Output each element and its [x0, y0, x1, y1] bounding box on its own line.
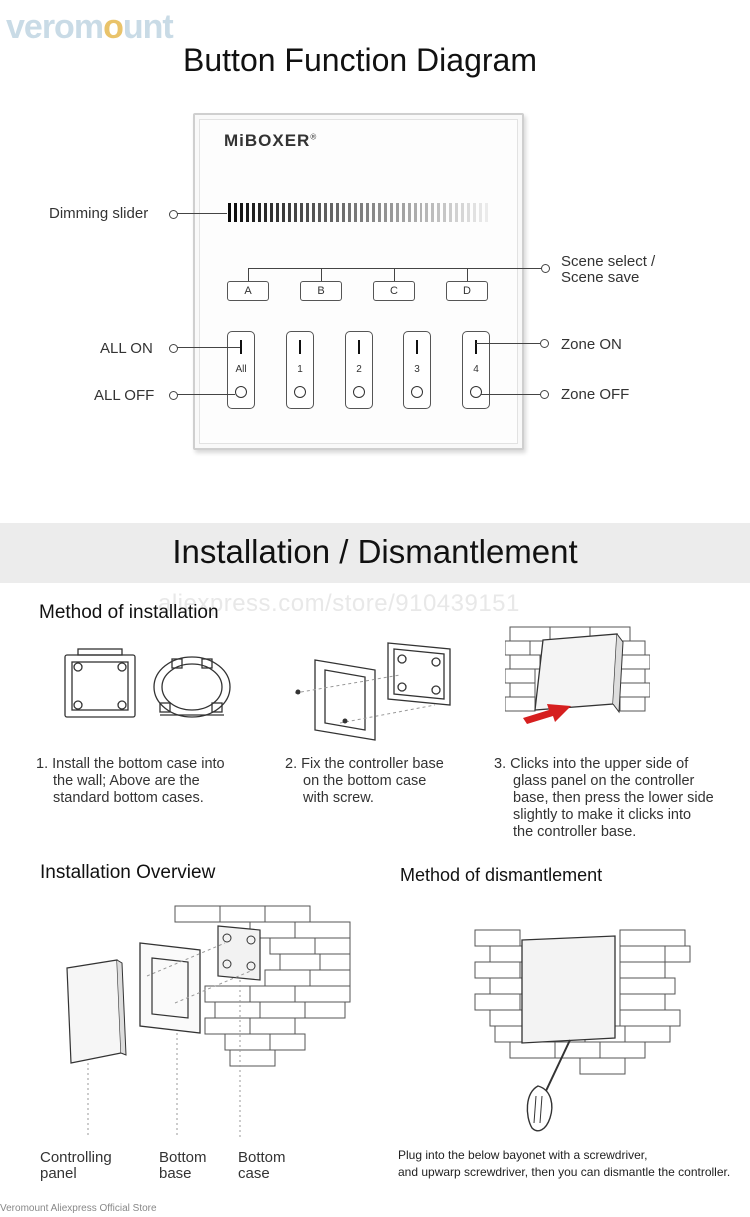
slider-segment: [324, 203, 327, 222]
zone-button-all[interactable]: [227, 331, 255, 409]
slider-segment: [348, 203, 351, 222]
scene-bracket-tick: [248, 268, 249, 281]
zone-off-ring-icon: [235, 386, 247, 398]
scene-bracket-tick: [467, 268, 468, 281]
slider-segment: [443, 203, 446, 222]
slider-segment: [282, 203, 285, 222]
callout-dot: [169, 391, 178, 400]
callout-line: [476, 343, 540, 344]
install-step-1: 1. Install the bottom case into the wall; Above are the standard bottom cases.: [36, 756, 225, 806]
slider-segment: [336, 203, 339, 222]
slider-segment: [234, 203, 237, 222]
slider-segment: [384, 203, 387, 222]
slider-segment: [372, 203, 375, 222]
slider-segment: [396, 203, 399, 222]
slider-segment: [473, 203, 476, 222]
callout-line: [177, 394, 235, 395]
callout-scene-select: Scene select / Scene save: [561, 253, 656, 286]
zone-button-label: 1: [297, 364, 303, 375]
method-of-installation-title: Method of installation: [39, 602, 219, 623]
callout-line: [177, 213, 227, 214]
install-step-2: 2. Fix the controller base on the bottom case with screw.: [285, 756, 444, 806]
diagram-title: Button Function Diagram: [183, 42, 537, 78]
zone-off-ring-icon: [411, 386, 423, 398]
zone-on-bar-icon: [299, 340, 301, 354]
scene-button-c[interactable]: C: [373, 281, 415, 301]
callout-dot: [540, 339, 549, 348]
slider-segment: [425, 203, 428, 222]
zone-button-label: 3: [414, 364, 420, 375]
slider-segment: [479, 203, 482, 222]
slider-segment: [366, 203, 369, 222]
slider-segment: [288, 203, 291, 222]
zone-button-2[interactable]: [345, 331, 373, 409]
slider-segment: [318, 203, 321, 222]
slider-segment: [312, 203, 315, 222]
slider-segment: [360, 203, 363, 222]
slider-segment: [485, 203, 488, 222]
zone-button-label: 4: [473, 364, 479, 375]
slider-segment: [414, 203, 417, 222]
slider-segment: [402, 203, 405, 222]
callout-all-on: ALL ON: [100, 340, 153, 357]
dimming-slider[interactable]: [228, 203, 488, 222]
label-bottom-case: Bottom case: [238, 1149, 286, 1182]
callout-zone-off: Zone OFF: [561, 386, 630, 403]
zone-on-bar-icon: [416, 340, 418, 354]
slider-segment: [264, 203, 267, 222]
slider-segment: [306, 203, 309, 222]
panel-brand: MiBOXER®: [224, 131, 318, 150]
zone-button-label: All: [235, 364, 247, 375]
slider-segment: [378, 203, 381, 222]
slider-segment: [461, 203, 464, 222]
slider-segment: [276, 203, 279, 222]
install-step-3: 3. Clicks into the upper side of glass panel on the controller base, then press the lower side slightly to make it clicks into the controller base.: [494, 756, 714, 840]
callout-dot: [169, 344, 178, 353]
installation-title: Installation / Dismantlement: [172, 533, 578, 570]
slider-segment: [258, 203, 261, 222]
zone-off-ring-icon: [353, 386, 365, 398]
slider-segment: [246, 203, 249, 222]
slider-segment: [330, 203, 333, 222]
method-of-dismantlement-title: Method of dismantlement: [400, 865, 603, 885]
callout-zone-on: Zone ON: [561, 336, 622, 353]
brand-logo: veromount: [6, 8, 173, 46]
callout-line: [481, 394, 540, 395]
store-watermark: aliexpress.com/store/910439151: [158, 590, 520, 617]
callout-dot: [541, 264, 550, 273]
slider-segment: [300, 203, 303, 222]
scene-button-a[interactable]: A: [227, 281, 269, 301]
zone-on-bar-icon: [240, 340, 242, 354]
panel-clip-illustration: [505, 622, 650, 727]
zone-button-label: 2: [356, 364, 362, 375]
scene-button-b[interactable]: B: [300, 281, 342, 301]
dismantle-note: Plug into the below bayonet with a screwdriver, and upwarp screwdriver, then you can dismantle the controller.: [398, 1148, 731, 1179]
scene-button-d[interactable]: D: [446, 281, 488, 301]
slider-segment: [455, 203, 458, 222]
slider-segment: [449, 203, 452, 222]
slider-segment: [467, 203, 470, 222]
installation-overview-illustration: [55, 898, 355, 1138]
label-controlling-panel: Controlling panel: [40, 1149, 112, 1182]
slider-segment: [240, 203, 243, 222]
zone-off-ring-icon: [470, 386, 482, 398]
slider-segment: [252, 203, 255, 222]
callout-all-off: ALL OFF: [94, 387, 155, 404]
slider-segment: [408, 203, 411, 222]
zone-off-ring-icon: [294, 386, 306, 398]
store-footer: Veromount Aliexpress Official Store: [0, 1203, 157, 1214]
callout-line: [177, 347, 240, 348]
callout-dot: [540, 390, 549, 399]
scene-bracket-tick: [394, 268, 395, 281]
dismantlement-illustration: [470, 918, 695, 1143]
zone-button-1[interactable]: [286, 331, 314, 409]
slider-segment: [228, 203, 231, 222]
slider-segment: [342, 203, 345, 222]
scene-bracket-line: [248, 268, 544, 269]
zone-button-3[interactable]: [403, 331, 431, 409]
slider-segment: [270, 203, 273, 222]
bottom-cases-illustration: [60, 645, 235, 735]
controller-base-illustration: [290, 635, 460, 745]
zone-on-bar-icon: [358, 340, 360, 354]
slider-segment: [390, 203, 393, 222]
label-bottom-base: Bottom base: [159, 1149, 207, 1182]
callout-dot: [169, 210, 178, 219]
scene-bracket-tick: [321, 268, 322, 281]
slider-segment: [431, 203, 434, 222]
slider-segment: [294, 203, 297, 222]
slider-segment: [420, 203, 423, 222]
slider-segment: [437, 203, 440, 222]
installation-overview-title: Installation Overview: [40, 862, 216, 883]
slider-segment: [354, 203, 357, 222]
callout-dimming-slider: Dimming slider: [49, 205, 149, 222]
